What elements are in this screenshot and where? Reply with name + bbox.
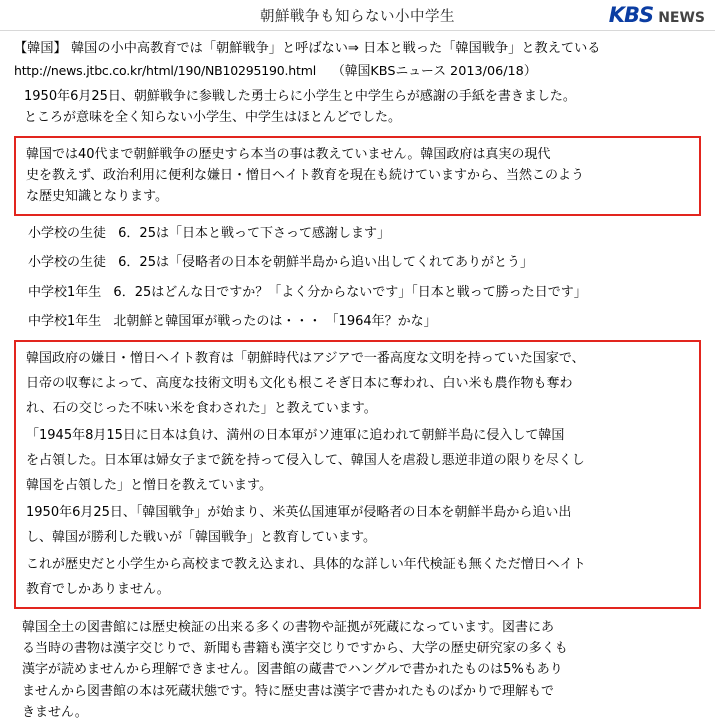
closing-line-4: ませんから図書館の本は死蔵状態です。特に歴史書は漢字で書かれたものばかりで理解もで bbox=[22, 683, 554, 699]
closing-line-1: 韓国全土の図書館には歴史検証の出来る多くの書物や証拠が死蔵になっています。図書にあ bbox=[22, 620, 554, 636]
quote-speaker: 小学校の生徒 bbox=[28, 255, 107, 271]
highlight-box-2-line-1: 韓国政府の嫌日・憎日ヘイト教育は「朝鮮時代はアジアで一番高度な文明を持っていた国家で、 bbox=[26, 350, 585, 366]
highlight-box-2-group-3 bbox=[26, 502, 691, 548]
highlight-box-2-line-6: 韓国を占領した」と憎日を教えています。 bbox=[26, 478, 272, 494]
closing-line-3: 漢字が読めませんから理解できません。図書館の蔵書でハングルで書かれたものは5%もあり bbox=[22, 662, 563, 678]
highlight-box-2 bbox=[14, 340, 701, 609]
closing-line-5: きません。 bbox=[22, 704, 88, 720]
quote-text: 6．25は「侵略者の日本を朝鮮半島から追い出してくれてありがとう」 bbox=[118, 255, 533, 271]
list-item bbox=[28, 283, 701, 303]
highlight-box-2-line-9: これが歴史だと小学生から高校まで教え込まれ、具体的な詳しい年代検証も無くただ憎日ヘイト bbox=[26, 557, 586, 573]
closing-line-2: る当時の書物は漢字交じりで、新聞も書籍も漢字交じりですから、大学の歴史研究家の多くも bbox=[22, 641, 568, 657]
highlight-box-2-line-7: 1950年6月25日、「韓国戦争」が始まり、米英仏国連軍が侵略者の日本を朝鮮半島から追い出 bbox=[26, 505, 572, 521]
page-title: 朝鮮戦争も知らない小中学生 bbox=[260, 8, 455, 25]
highlight-box-2-group-4 bbox=[26, 554, 691, 600]
highlight-box-2-group-2 bbox=[26, 425, 691, 496]
source-attribution: （韓国KBSニュース 2013/06/18） bbox=[331, 64, 537, 80]
quote-speaker: 中学校1年生 bbox=[28, 284, 102, 300]
kbs-news-logo bbox=[609, 3, 705, 27]
source-url[interactable]: http://news.jtbc.co.kr/html/190/NB10295190.html bbox=[14, 63, 316, 79]
quote-text: 北朝鮮と韓国軍が戦ったのは・・・ 「1964年？かな」 bbox=[113, 314, 437, 330]
highlight-box-2-line-8: し、韓国が勝利した戦いが「韓国戦争」と教育しています。 bbox=[26, 530, 376, 546]
highlight-box-2-line-3: れ、石の交じった不味い米を食わされた」と教えています。 bbox=[26, 401, 377, 416]
kbs-logo-text: KBS bbox=[608, 3, 654, 27]
intro-line-2: ところが意味を全く知らない小学生、中学生はほとんどでした。 bbox=[24, 109, 402, 125]
quote-speaker: 中学校1年生 bbox=[28, 314, 102, 330]
highlight-box-1-line-3: な歴史知識となります。 bbox=[26, 188, 168, 204]
highlight-box-1-line-2: 史を教えず、政治利用に便利な嫌日・憎日ヘイト教育を現在も続けていますから、当然このよう bbox=[26, 167, 584, 183]
quote-speaker: 小学校の生徒 bbox=[28, 225, 107, 241]
news-logo-text: NEWS bbox=[658, 10, 705, 26]
highlight-box-2-group-1 bbox=[26, 348, 691, 419]
source-line bbox=[14, 61, 701, 83]
student-quote-list bbox=[28, 224, 701, 332]
list-item bbox=[28, 224, 701, 244]
page-header bbox=[0, 0, 715, 31]
article-content bbox=[0, 31, 715, 723]
highlight-box-1-line-1: 韓国では40代まで朝鮮戦争の歴史すら本当の事は教えていません。韓国政府は真実の現代 bbox=[26, 146, 551, 162]
closing-paragraph bbox=[22, 617, 701, 722]
quote-text: 6．25はどんな日ですか？「よく分からないです」「日本と戦って勝った日です」 bbox=[113, 284, 587, 300]
list-item bbox=[28, 253, 701, 273]
quote-text: 6．25は「日本と戦って下さって感謝します」 bbox=[118, 225, 390, 241]
highlight-box-2-line-10: 教育でしかありません。 bbox=[26, 582, 170, 598]
article-lead: 【韓国】 韓国の小中高教育では「朝鮮戦争」と呼ばない⇒ 日本と戦った「韓国戦争」と教えている bbox=[14, 41, 601, 56]
list-item bbox=[28, 312, 701, 332]
intro-line-1: 1950年6月25日、朝鮮戦争に参戦した勇士らに小学生と中学生らが感謝の手紙を書きました。 bbox=[24, 89, 576, 105]
highlight-box-2-line-4: 「1945年8月15日に日本は負け、満州の日本軍がソ連軍に追われて朝鮮半島に侵入して韓国 bbox=[26, 428, 565, 444]
highlight-box-1 bbox=[14, 136, 701, 216]
highlight-box-2-line-5: を占領した。日本軍は婦女子まで銃を持って侵入して、韓国人を虐殺し悪逆非道の限りを尽くし bbox=[26, 453, 585, 469]
intro-paragraph bbox=[24, 87, 701, 129]
highlight-box-2-line-2: 日帝の収奪によって、高度な技術文明も文化も根こそぎ日本に奪われ、白い米も農作物も奪わ bbox=[26, 375, 573, 391]
